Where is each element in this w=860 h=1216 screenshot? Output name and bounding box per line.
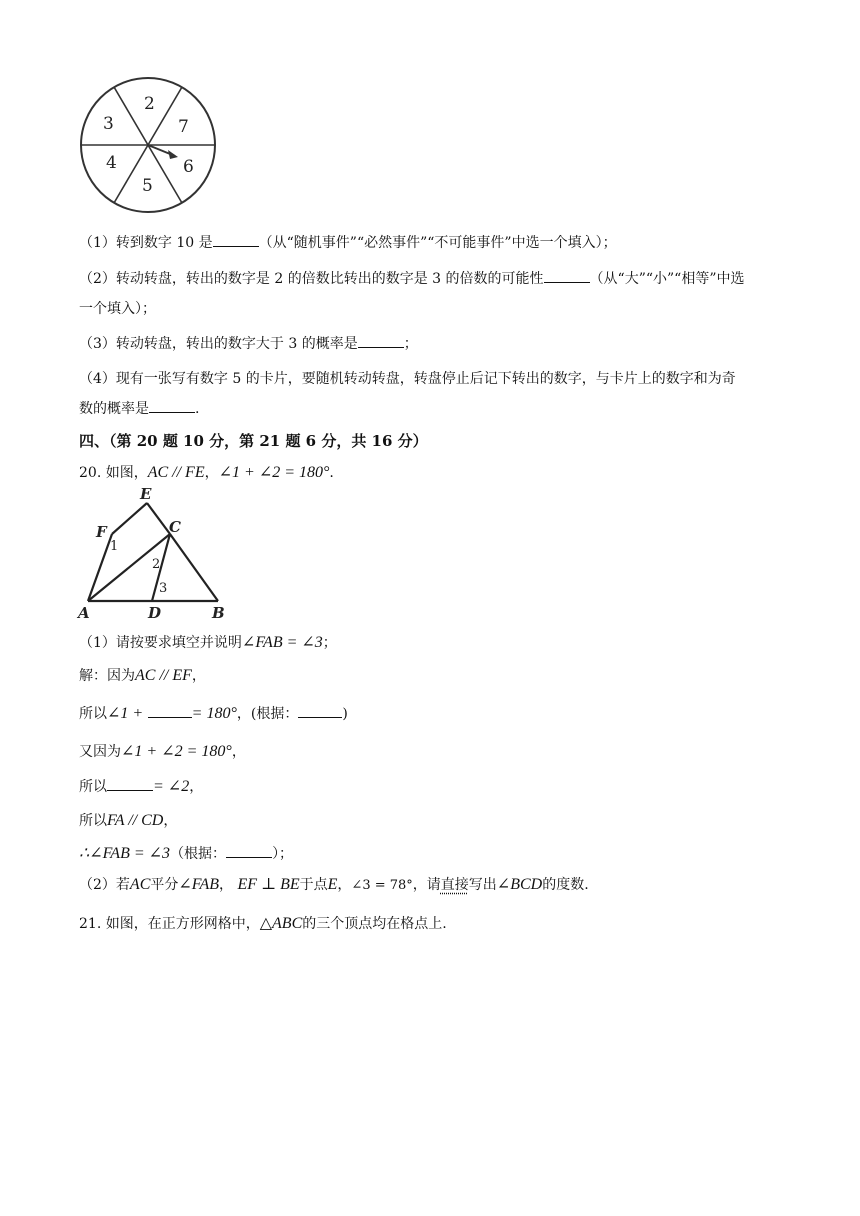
angle-label: 2 xyxy=(152,557,161,572)
spinner-figure xyxy=(76,66,236,226)
q19-part2-cont: 一个填入）； xyxy=(79,301,156,317)
answer-blank[interactable] xyxy=(149,400,195,413)
spinner-number: 3 xyxy=(103,114,114,134)
spinner-number: 2 xyxy=(144,94,155,114)
emphasis-text: 直接 xyxy=(440,877,469,893)
point-label: E xyxy=(140,485,152,503)
q20-step2: 又因为∠1 + ∠2 = 180°， xyxy=(79,743,246,760)
answer-blank[interactable] xyxy=(298,705,342,718)
spinner-number: 4 xyxy=(106,153,117,173)
answer-blank[interactable] xyxy=(226,845,272,858)
spinner-number: 7 xyxy=(178,117,189,137)
q19-part1: （1）转到数字 10 是 （从“随机事件”“必然事件”“不可能事件”中选一个填入）； xyxy=(79,235,617,251)
q19-part4-cont: 数的概率是 . xyxy=(79,401,200,417)
answer-blank[interactable] xyxy=(544,270,590,283)
q20-solution-line: 解：因为AC // EF， xyxy=(79,667,206,684)
triangle-figure xyxy=(72,484,242,624)
q21-stem: 21. 如图，在正方形网格中，△ABC的三个顶点均在格点上. xyxy=(79,915,447,932)
q19-part3: （3）转动转盘，转出的数字大于 3 的概率是 ； xyxy=(79,336,418,352)
section-heading: 四、（第 20 题 10 分，第 21 题 6 分，共 16 分） xyxy=(79,432,428,450)
q20-part2: （2）若AC平分∠FAB， EF ⊥ BE于点E，∠3 = 78°，请直接写出∠BCD的度数. xyxy=(79,876,589,893)
spinner-number: 6 xyxy=(183,157,194,177)
angle-label: 3 xyxy=(159,581,168,596)
answer-blank[interactable] xyxy=(213,234,259,247)
angle-label: 1 xyxy=(110,539,119,554)
point-label: B xyxy=(212,604,225,622)
q20-step3: 所以 = ∠2， xyxy=(79,778,204,795)
q19-part4: （4）现有一张写有数字 5 的卡片，要随机转动转盘，转盘停止后记下转出的数字，与卡片上的数字和为奇 xyxy=(79,371,736,387)
q20-step1: 所以∠1 + = 180°，(根据： ) xyxy=(79,705,348,722)
answer-blank[interactable] xyxy=(107,778,153,791)
q20-stem: 20. 如图，AC // FE，∠1 + ∠2 = 180°. xyxy=(79,464,334,481)
q20-step5: ∴∠FAB = ∠3（根据： ）； xyxy=(79,845,294,862)
answer-blank[interactable] xyxy=(358,335,404,348)
q19-part2: （2）转动转盘，转出的数字是 2 的倍数比转出的数字是 3 的倍数的可能性 （从“大”“小”“相等”中选 xyxy=(79,271,745,287)
answer-blank[interactable] xyxy=(148,705,192,718)
point-label: D xyxy=(148,604,162,622)
point-label: A xyxy=(78,604,90,622)
point-label: C xyxy=(169,518,181,536)
point-label: F xyxy=(96,523,107,541)
spinner-number: 5 xyxy=(142,176,153,196)
q20-part1: （1）请按要求填空并说明∠FAB = ∠3； xyxy=(79,634,337,651)
q20-step4: 所以FA // CD， xyxy=(79,812,178,829)
